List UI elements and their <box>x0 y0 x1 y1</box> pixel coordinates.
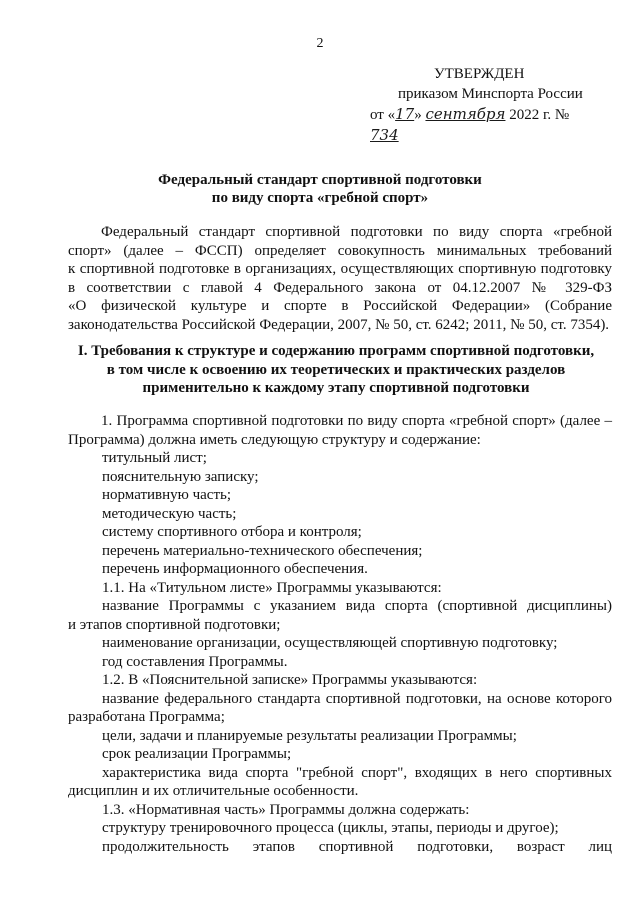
body-line: 1.1. На «Титульном листе» Программы указываются: <box>102 579 442 596</box>
approval-date-line <box>316 104 596 146</box>
title-line: Федеральный стандарт спортивной подготовки <box>158 172 482 188</box>
document-title <box>0 171 640 207</box>
body-line: год составления Программы. <box>102 653 288 670</box>
body-line: структуру тренировочного процесса (циклы, этапы, периоды и другое); <box>102 820 559 836</box>
body-line: методическую часть; <box>102 505 237 522</box>
body-line: Программа) должна иметь следующую структуру и содержание: <box>68 431 481 448</box>
intro-line: «О физической культуре и спорте в Российской Федерации» (Собрание <box>68 298 612 314</box>
handwritten-day: 17 <box>395 105 415 123</box>
handwritten-month: сентября <box>425 105 506 123</box>
body-line: название федерального стандарта спортивной подготовки, на основе которого <box>102 690 612 707</box>
body-line: и этапов спортивной подготовки; <box>68 616 281 633</box>
handwritten-number: 734 <box>370 126 399 144</box>
approval-order: приказом Минспорта России <box>398 86 583 102</box>
intro-line: спорт» (далее – ФССП) определяет совокупность минимальных требований <box>68 242 612 259</box>
intro-line: Федеральный стандарт спортивной подготовки по виду спорта «гребной <box>101 224 612 240</box>
body-line: пояснительную записку; <box>102 468 259 485</box>
body-line: разработана Программа; <box>68 709 225 725</box>
body-line: наименование организации, осуществляющей спортивную подготовку; <box>102 635 558 651</box>
body-line: продолжительность этапов спортивной подготовки, возраст лиц <box>102 838 612 855</box>
intro-line: к спортивной подготовке в организациях, осуществляющих спортивную подготовку <box>68 261 612 277</box>
approval-block <box>316 64 596 146</box>
body-line: нормативную часть; <box>102 487 232 503</box>
intro-paragraph <box>68 223 612 334</box>
section-body <box>68 412 612 856</box>
approval-title: УТВЕРЖДЕН <box>434 66 525 82</box>
body-line: название Программы с указанием вида спорта (спортивной дисциплины) <box>102 598 612 614</box>
date-mid: » <box>414 107 426 123</box>
body-line: дисциплин и их отличительные особенности. <box>68 783 359 799</box>
section-heading-line: в том числе к освоению их теоретических и практических разделов <box>106 361 566 378</box>
section-heading <box>60 342 612 398</box>
intro-line: законодательства Российской Федерации, 2007, № 50, ст. 6242; 2011, № 50, ст. 7354). <box>68 316 610 333</box>
body-line: 1.2. В «Пояснительной записке» Программы указываются: <box>102 672 478 688</box>
body-line: титульный лист; <box>102 450 207 466</box>
date-year: 2022 г. № <box>505 107 570 123</box>
page-number: 2 <box>316 36 324 51</box>
body-line: перечень материально-технического обеспечения; <box>102 542 423 559</box>
section-heading-line: I. Требования к структуре и содержанию программ спортивной подготовки, <box>77 343 595 359</box>
title-line: по виду спорта «гребной спорт» <box>211 190 429 206</box>
body-line: 1.3. «Нормативная часть» Программы должна содержать: <box>102 801 470 818</box>
date-prefix: от « <box>370 107 396 123</box>
body-line: систему спортивного отбора и контроля; <box>102 524 362 540</box>
body-line: 1. Программа спортивной подготовки по виду спорта «гребной спорт» (далее – <box>101 413 612 429</box>
section-heading-line: применительно к каждому этапу спортивной подготовки <box>142 380 530 396</box>
body-line: срок реализации Программы; <box>102 746 292 762</box>
intro-line: в соответствии с главой 4 Федерального закона от 04.12.2007 № 329-ФЗ <box>68 279 612 296</box>
body-line: цели, задачи и планируемые результаты реализации Программы; <box>102 727 517 744</box>
body-line: перечень информационного обеспечения. <box>102 561 368 577</box>
body-line: характеристика вида спорта "гребной спорт", входящих в него спортивных <box>102 764 612 781</box>
